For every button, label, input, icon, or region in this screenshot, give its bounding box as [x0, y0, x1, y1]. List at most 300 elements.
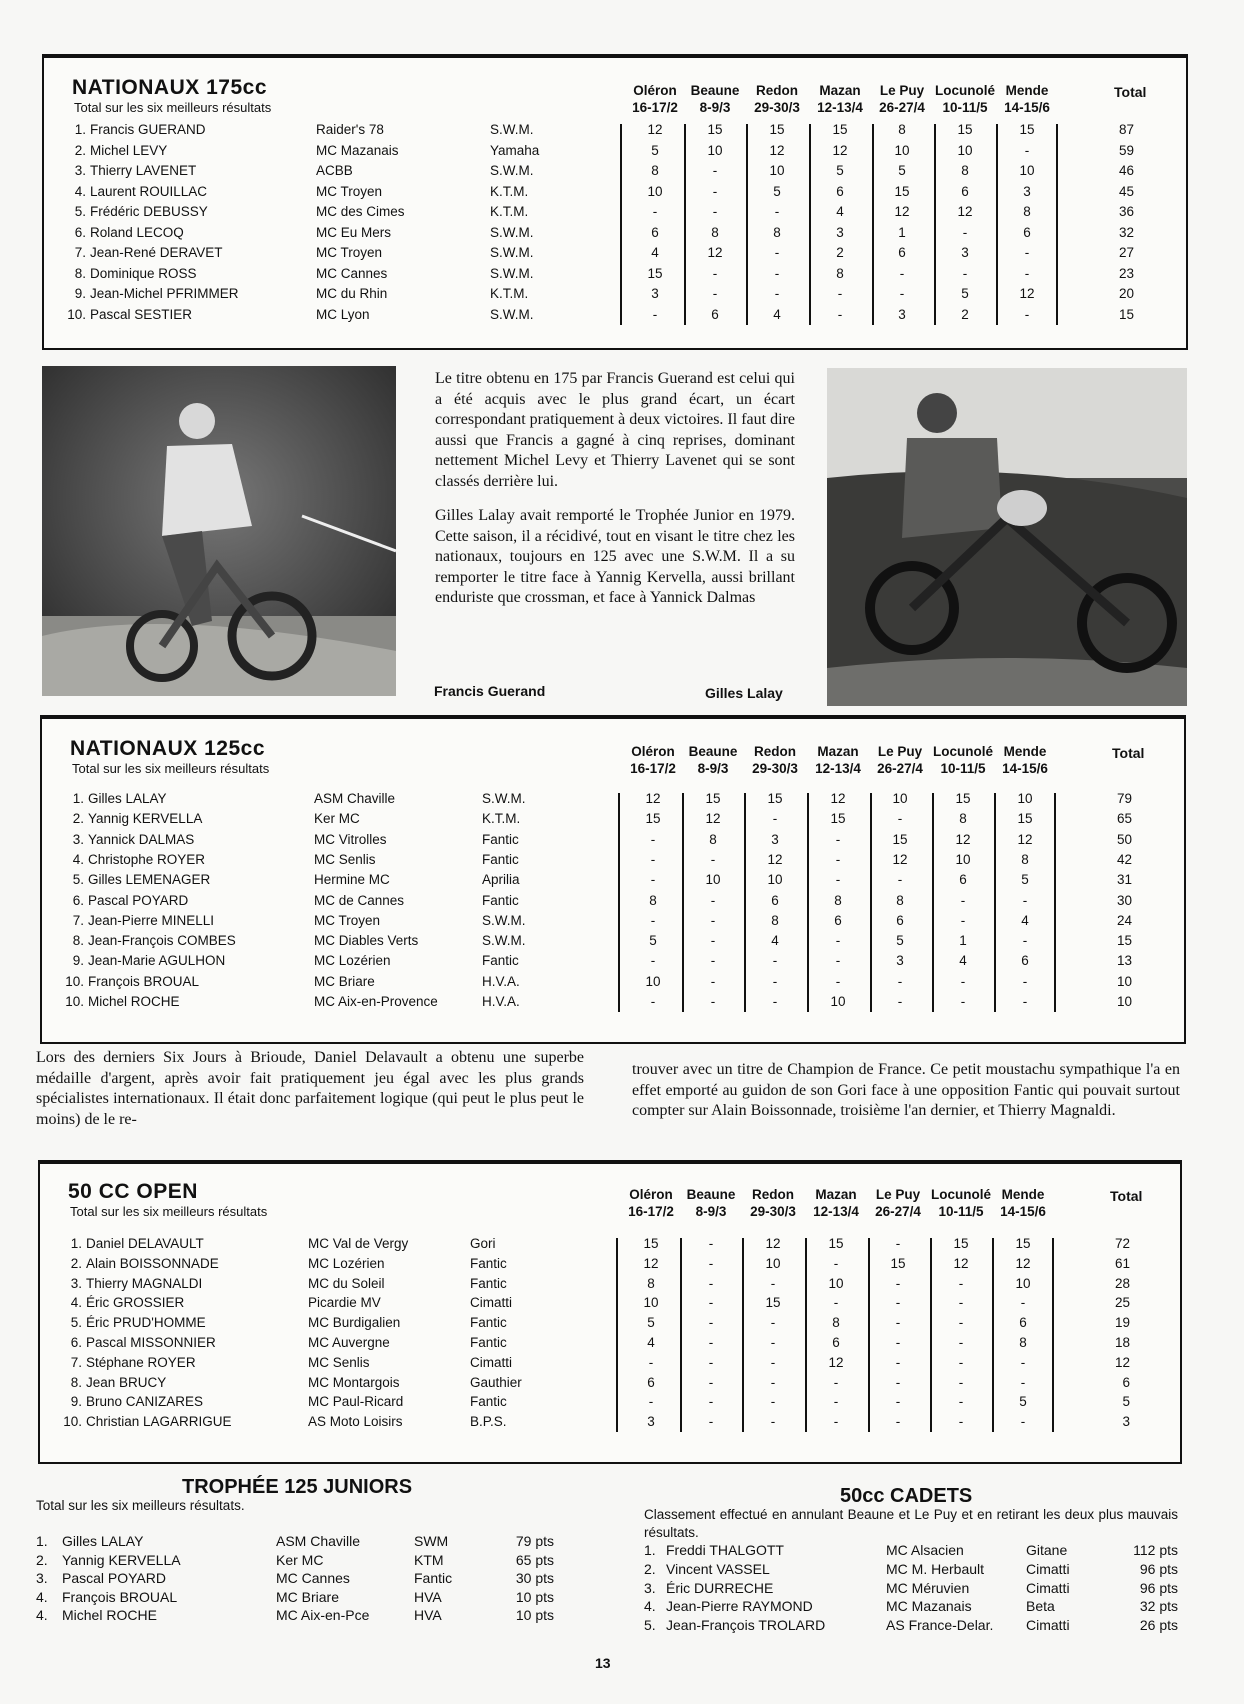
race-score: -	[899, 286, 905, 301]
rider-bike: K.T.M.	[482, 811, 521, 827]
rider-name: Yannick DALMAS	[88, 831, 195, 847]
trophee-row	[36, 1607, 596, 1626]
race-score: -	[710, 851, 716, 867]
rider-bike: S.W.M.	[490, 306, 534, 322]
race-score: -	[833, 1374, 839, 1390]
rider-club: MC Aix-en-Provence	[314, 994, 438, 1009]
race-name: Mazan	[819, 83, 861, 98]
race-score: 10	[643, 1295, 659, 1311]
rider-name: Frédéric DEBUSSY	[90, 204, 208, 219]
race-header-cell	[995, 82, 1059, 116]
race-score: 15	[643, 1236, 659, 1251]
table-row	[44, 286, 1174, 306]
rider-name: Daniel DELAVAULT	[86, 1236, 204, 1251]
race-score: 6	[771, 892, 779, 908]
race-score: -	[1022, 994, 1028, 1009]
rider-club: MC Val de Vergy	[308, 1236, 409, 1251]
race-score: -	[650, 831, 656, 847]
race-score: 3	[961, 245, 969, 260]
trophee-pts: 65 pts	[515, 1551, 554, 1568]
race-score: 5	[898, 163, 906, 178]
rider-club: MC Senlis	[314, 851, 376, 867]
rider-bike: Cimatti	[470, 1295, 513, 1311]
trophee-rank: 4.	[36, 1607, 48, 1624]
rider-name: Pascal MISSONNIER	[86, 1335, 216, 1350]
race-score: -	[712, 204, 718, 219]
column-divider	[744, 793, 746, 1012]
race-score: 10	[705, 872, 721, 888]
race-date: 16-17/2	[632, 100, 678, 115]
race-name: Oléron	[633, 83, 677, 98]
race-score: 5	[1019, 1394, 1027, 1410]
rider-club: MC Eu Mers	[316, 224, 392, 240]
race-score: -	[895, 1236, 901, 1251]
race-score: -	[960, 892, 966, 908]
race-score: -	[1022, 933, 1028, 949]
total-header: Total	[1110, 1188, 1143, 1204]
rider-total: 6	[1122, 1374, 1130, 1390]
race-score: 8	[832, 1315, 840, 1331]
row-rank: 3.	[74, 163, 86, 178]
table-row	[42, 852, 1172, 872]
trophee-rank: 4.	[36, 1588, 48, 1605]
race-score: -	[770, 1374, 776, 1390]
results-table-50cc-open	[38, 1160, 1182, 1464]
row-rank: 2.	[74, 142, 86, 158]
cadets-name: Vincent VASSEL	[666, 1560, 770, 1577]
rider-name: Roland LECOQ	[90, 224, 184, 240]
race-score: 6	[711, 306, 719, 322]
race-score: 12	[643, 1255, 659, 1271]
trophee-bike: HVA	[414, 1588, 442, 1605]
race-score: -	[772, 811, 778, 827]
column-divider	[1052, 1238, 1054, 1432]
race-score: 8	[1021, 851, 1029, 867]
race-score: 12	[767, 851, 783, 867]
race-score: 4	[771, 933, 779, 949]
trophee-row	[36, 1570, 596, 1589]
trophee-title: TROPHÉE 125 JUNIORS	[182, 1476, 413, 1498]
race-score: 12	[705, 811, 721, 827]
rider-bike: B.P.S.	[470, 1414, 507, 1430]
race-score: 6	[1021, 953, 1029, 969]
table-row	[40, 1335, 1170, 1355]
race-header-cell	[933, 82, 997, 116]
rider-bike: Fantic	[470, 1335, 507, 1350]
table-row	[42, 832, 1172, 852]
cadets-rank: 5.	[644, 1617, 656, 1634]
race-score: 10	[647, 183, 663, 199]
race-score: -	[648, 1394, 654, 1410]
race-score: 15	[705, 791, 721, 806]
race-name: Redon	[756, 83, 798, 98]
row-rank: 5.	[70, 1315, 82, 1331]
race-score: -	[708, 1414, 714, 1430]
race-score: -	[650, 912, 656, 928]
race-header-cell	[991, 1186, 1055, 1220]
race-name: Redon	[754, 744, 796, 759]
rider-bike: S.W.M.	[482, 912, 526, 928]
column-divider	[616, 1238, 618, 1432]
race-score: 2	[836, 245, 844, 260]
race-date: 29-30/3	[754, 100, 800, 115]
race-score: 15	[892, 831, 908, 847]
rider-bike: Gori	[470, 1236, 496, 1251]
rider-total: 15	[1116, 933, 1132, 949]
race-name: Le Puy	[875, 1187, 921, 1202]
race-score: -	[708, 1315, 714, 1331]
race-score: 10	[957, 142, 973, 158]
table-row	[44, 204, 1174, 224]
race-name: Oléron	[631, 744, 675, 759]
race-name: Beaune	[686, 1187, 736, 1202]
race-score: -	[960, 912, 966, 928]
race-name: Locunolé	[931, 1187, 991, 1202]
race-score: 5	[961, 286, 969, 301]
race-header-cell	[741, 1186, 805, 1220]
article-para-lalay: Gilles Lalay avait remporté le Trophée Junior en 1979. Cette saison, il a récidivé, tout en visant le titre chez les nationaux, toujours en 125 avec une S.W.M. Il a su remporter le titre face à Yannig Kervella, aussi brillant enduriste que crossman, et face à Yannick Dalmas	[435, 507, 795, 606]
table-row	[42, 933, 1172, 953]
cadets-club: MC Méruvien	[886, 1579, 970, 1596]
race-score: 4	[647, 1335, 655, 1350]
race-score: -	[897, 872, 903, 888]
photo-gilles-lalay	[827, 368, 1187, 706]
race-score: -	[772, 973, 778, 989]
rider-total: 42	[1116, 851, 1132, 867]
photo-francis-guerand	[42, 366, 396, 696]
rider-bike: K.T.M.	[490, 183, 529, 199]
rider-name: Jean-François COMBES	[88, 933, 236, 949]
race-score: -	[895, 1295, 901, 1311]
row-rank: 6.	[70, 1335, 82, 1350]
race-score: -	[833, 1414, 839, 1430]
row-rank: 9.	[70, 1394, 82, 1410]
cadets-bike: Cimatti	[1026, 1560, 1070, 1577]
rider-total: 72	[1114, 1236, 1130, 1251]
rider-name: Christian LAGARRIGUE	[86, 1414, 232, 1430]
rider-name: Yannig KERVELLA	[88, 811, 203, 827]
rider-club: Hermine MC	[314, 872, 390, 888]
table-row	[42, 913, 1172, 933]
race-score: -	[710, 994, 716, 1009]
race-score: -	[958, 1295, 964, 1311]
race-score: 3	[647, 1414, 655, 1430]
row-rank: 8.	[72, 933, 84, 949]
row-rank: 10.	[65, 973, 84, 989]
race-score: 3	[651, 286, 659, 301]
race-score: -	[960, 973, 966, 989]
race-score: -	[774, 245, 780, 260]
trophee-rank: 2.	[36, 1551, 48, 1568]
race-score: -	[1020, 1354, 1026, 1370]
rider-club: MC Vitrolles	[314, 831, 387, 847]
race-score: -	[650, 851, 656, 867]
table-row	[44, 225, 1174, 245]
race-score: -	[895, 1414, 901, 1430]
column-divider	[618, 793, 620, 1012]
race-score: -	[712, 286, 718, 301]
race-score: 8	[711, 224, 719, 240]
race-date: 8-9/3	[697, 761, 729, 776]
rider-bike: Fantic	[470, 1315, 507, 1331]
race-name: Beaune	[690, 83, 740, 98]
row-rank: 3.	[72, 831, 84, 847]
rider-name: Bruno CANIZARES	[86, 1394, 204, 1410]
row-rank: 8.	[74, 265, 86, 281]
rider-bike: Yamaha	[490, 142, 540, 158]
rider-total: 30	[1116, 892, 1132, 908]
race-score: 2	[961, 306, 969, 322]
race-score: 10	[1019, 163, 1035, 178]
race-score: 10	[955, 851, 971, 867]
row-rank: 10.	[67, 306, 86, 322]
rider-bike: K.T.M.	[490, 204, 529, 219]
race-score: -	[897, 994, 903, 1009]
race-score: -	[774, 265, 780, 281]
race-score: 8	[1019, 1335, 1027, 1350]
race-header-cell	[683, 82, 747, 116]
rider-club: ACBB	[316, 163, 353, 178]
rider-club: MC Auvergne	[308, 1335, 390, 1350]
race-score: -	[710, 933, 716, 949]
cadets-pts: 32 pts	[1139, 1598, 1178, 1615]
race-score: 3	[896, 953, 904, 969]
rider-club: MC Mazanais	[316, 142, 399, 158]
trophee-club: ASM Chaville	[276, 1533, 361, 1549]
row-rank: 4.	[72, 851, 84, 867]
race-score: -	[648, 1354, 654, 1370]
race-score: -	[774, 286, 780, 301]
race-score: 4	[773, 306, 781, 322]
race-name: Mazan	[817, 744, 859, 759]
rider-total: 18	[1114, 1335, 1130, 1350]
race-score: -	[708, 1354, 714, 1370]
race-score: -	[710, 973, 716, 989]
column-divider	[994, 793, 996, 1012]
race-name: Redon	[752, 1187, 794, 1202]
race-score: 10	[894, 142, 910, 158]
cadets-name: Éric DURRECHE	[666, 1579, 774, 1596]
race-score: -	[1024, 142, 1030, 158]
rider-total: 25	[1114, 1295, 1130, 1311]
race-date: 26-27/4	[879, 100, 925, 115]
rider-total: 13	[1116, 953, 1132, 969]
race-date: 14-15/6	[1002, 761, 1048, 776]
race-date: 29-30/3	[752, 761, 798, 776]
race-score: -	[708, 1255, 714, 1271]
row-rank: 3.	[70, 1275, 82, 1291]
results-table-175cc	[42, 54, 1188, 350]
race-score: 8	[771, 912, 779, 928]
trophee-club: MC Aix-en-Pce	[276, 1607, 370, 1624]
race-score: 4	[836, 204, 844, 219]
cadets-pts: 26 pts	[1139, 1617, 1178, 1634]
photo-caption-left: Francis Guerand	[434, 683, 546, 699]
column-divider	[996, 124, 998, 325]
race-score: -	[835, 933, 841, 949]
race-name: Mende	[1001, 1187, 1045, 1202]
column-divider	[809, 124, 811, 325]
race-date: 12-13/4	[815, 761, 861, 776]
race-score: 10	[1015, 1275, 1031, 1291]
race-date: 12-13/4	[817, 100, 863, 115]
rider-total: 46	[1118, 163, 1134, 178]
race-score: 8	[961, 163, 969, 178]
table-row	[42, 994, 1172, 1014]
race-score: 12	[769, 142, 785, 158]
rider-name: Dominique ROSS	[90, 265, 197, 281]
cadets-subtitle: Classement effectué en annulant Beaune et Le Puy et en retirant les deux plus mauvais résultats.	[644, 1507, 1178, 1540]
rider-bike: S.W.M.	[490, 265, 534, 281]
cadets-row	[644, 1598, 1204, 1617]
race-score: 8	[959, 811, 967, 827]
column-divider	[872, 124, 874, 325]
rider-club: MC Paul-Ricard	[308, 1394, 404, 1410]
race-score: 4	[1021, 912, 1029, 928]
rider-club: MC Troyen	[314, 912, 381, 928]
column-divider	[1054, 793, 1056, 1012]
race-name: Le Puy	[877, 744, 923, 759]
race-date: 14-15/6	[1004, 100, 1050, 115]
race-score: -	[712, 265, 718, 281]
rider-club: MC Burdigalien	[308, 1315, 401, 1331]
column-divider	[992, 1238, 994, 1432]
table-row	[40, 1256, 1170, 1276]
race-score: 12	[645, 791, 661, 806]
race-score: 6	[647, 1374, 655, 1390]
race-score: -	[708, 1394, 714, 1410]
rider-name: Thierry MAGNALDI	[86, 1275, 203, 1291]
race-header-cell	[870, 82, 934, 116]
cadets-row	[644, 1542, 1204, 1561]
race-score: -	[833, 1394, 839, 1410]
row-rank: 7.	[74, 245, 86, 260]
race-name: Le Puy	[879, 83, 925, 98]
rider-club: MC Cannes	[316, 265, 388, 281]
race-date: 14-15/6	[1000, 1204, 1046, 1219]
race-score: 12	[953, 1255, 969, 1271]
row-rank: 8.	[70, 1374, 82, 1390]
rider-bike: Fantic	[482, 953, 519, 969]
race-score: 15	[1017, 811, 1033, 827]
rider-name: Gilles LALAY	[88, 791, 167, 806]
column-divider	[682, 793, 684, 1012]
row-rank: 9.	[72, 953, 84, 969]
race-score: 5	[773, 183, 781, 199]
photo-caption-right: Gilles Lalay	[705, 685, 783, 701]
race-score: -	[708, 1374, 714, 1390]
race-score: 8	[649, 892, 657, 908]
rider-total: 3	[1122, 1414, 1130, 1430]
race-score: -	[895, 1394, 901, 1410]
trophee-row	[36, 1589, 596, 1608]
race-score: -	[708, 1236, 714, 1251]
race-score: 15	[707, 122, 723, 137]
race-score: -	[897, 973, 903, 989]
race-score: -	[958, 1374, 964, 1390]
trophee-pts: 30 pts	[515, 1570, 554, 1587]
rider-name: Stéphane ROYER	[86, 1354, 196, 1370]
table-row	[44, 245, 1174, 265]
rider-bike: Aprilia	[482, 872, 520, 888]
race-score: -	[1022, 892, 1028, 908]
column-divider	[680, 1238, 682, 1432]
rider-total: 61	[1114, 1255, 1130, 1271]
race-score: -	[1020, 1295, 1026, 1311]
race-score: 6	[898, 245, 906, 260]
table-row	[40, 1394, 1170, 1414]
rider-club: ASM Chaville	[314, 791, 396, 806]
race-score: 15	[955, 791, 971, 806]
race-score: -	[895, 1275, 901, 1291]
trophee-name: Gilles LALAY	[62, 1533, 144, 1549]
race-score: 1	[959, 933, 967, 949]
race-score: 15	[828, 1236, 844, 1251]
rider-club: MC Troyen	[316, 245, 383, 260]
trophee-club: Ker MC	[276, 1551, 324, 1568]
race-score: 4	[651, 245, 659, 260]
rider-club: Picardie MV	[308, 1295, 381, 1311]
race-date: 16-17/2	[628, 1204, 674, 1219]
cadets-bike: Cimatti	[1026, 1617, 1070, 1634]
race-score: 15	[765, 1295, 781, 1311]
rider-total: 31	[1116, 872, 1132, 888]
race-score: 6	[896, 912, 904, 928]
race-score: 4	[959, 953, 967, 969]
table-row	[42, 791, 1172, 811]
race-score: 10	[769, 163, 785, 178]
rider-name: Alain BOISSONNADE	[86, 1255, 219, 1271]
race-header-cell	[621, 743, 685, 777]
race-date: 16-17/2	[630, 761, 676, 776]
rider-total: 36	[1118, 204, 1134, 219]
race-score: -	[958, 1315, 964, 1331]
rider-club: MC Senlis	[308, 1354, 370, 1370]
trophee-name: Yannig KERVELLA	[62, 1551, 181, 1568]
race-score: -	[897, 811, 903, 827]
race-date: 8-9/3	[695, 1204, 727, 1219]
rider-name: Éric PRUD'HOMME	[86, 1315, 206, 1331]
race-score: 12	[830, 791, 846, 806]
rider-bike: H.V.A.	[482, 973, 520, 989]
race-score: 8	[647, 1275, 655, 1291]
rider-club: MC du Soleil	[308, 1275, 385, 1291]
trophee-rank: 3.	[36, 1570, 48, 1587]
cadets-rank: 1.	[644, 1542, 656, 1558]
article-para-guerand: Le titre obtenu en 175 par Francis Guerand est celui qui a été acquis avec le plus grand écart, un écart correspondant pratiquement à deux victoires. Il faut dire aussi que Francis a gagné à cinq reprises, dominant nettement Michel Levy et Thierry Lavenet qui se sont classés derrière lui.	[435, 370, 795, 490]
row-rank: 1.	[70, 1236, 82, 1251]
table-row	[42, 872, 1172, 892]
race-score: -	[895, 1374, 901, 1390]
row-rank: 7.	[70, 1354, 82, 1370]
race-date: 10-11/5	[940, 761, 986, 776]
trophee-name: François BROUAL	[62, 1588, 178, 1605]
race-score: -	[770, 1315, 776, 1331]
race-score: 3	[836, 224, 844, 240]
cadets-pts: 96 pts	[1139, 1560, 1178, 1577]
race-score: 6	[1023, 224, 1031, 240]
article-delavault-col2: trouver avec un titre de Champion de France. Ce petit moustachu sympathique l'a en effet emporté au guidon de son Gori face à une opposition Fantic qui pouvait surtout compter sur Alain Boissonnade, troisième l'an dernier, et Thierry Magnaldi.	[632, 1061, 1180, 1119]
table-row	[42, 811, 1172, 831]
rider-total: 32	[1118, 224, 1134, 240]
race-score: 6	[959, 872, 967, 888]
table-row	[40, 1414, 1170, 1434]
race-score: 10	[892, 791, 908, 806]
race-score: -	[837, 286, 843, 301]
race-score: 8	[834, 892, 842, 908]
race-score: -	[960, 994, 966, 1009]
cadets-rank: 2.	[644, 1560, 656, 1577]
